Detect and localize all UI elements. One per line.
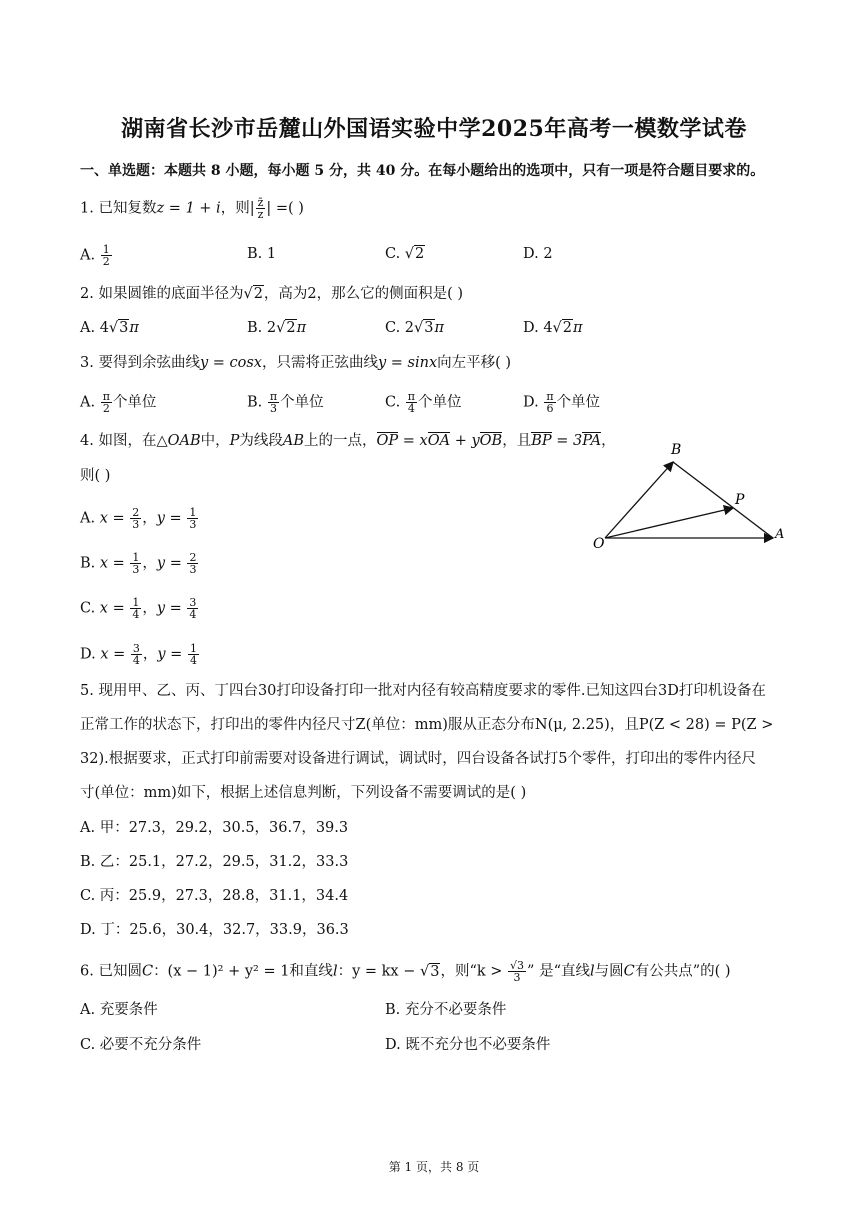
question-2-option-b[interactable]: B. 2√2π: [247, 320, 307, 336]
question-1-stem: 1. 已知复数z = 1 + i，则| $\frac{z̄}{z}$ | =( ): [80, 196, 304, 221]
fraction: $\frac{z̄}{z}$: [257, 196, 264, 221]
label-o: O: [593, 536, 605, 552]
vector-op: [605, 508, 733, 538]
page-title: 湖南省长沙市岳麓山外国语实验中学2025年高考一模数学试卷: [121, 116, 747, 142]
question-4-option-d[interactable]: D. x = $\frac{3}{4}$ ，y = $\frac{1}{4}$: [80, 642, 197, 667]
question-1-option-c[interactable]: C. √2: [385, 246, 425, 262]
question-4-option-c[interactable]: C. x = $\frac{1}{4}$ ，y = $\frac{3}{4}$: [80, 596, 197, 621]
question-5-option-d[interactable]: D. 丁：25.6，30.4，32.7，33.9，36.3: [80, 922, 349, 938]
question-3-option-d[interactable]: D. $\frac{\pi}{6}$ 个单位: [523, 390, 601, 415]
page-footer: 第 1 页，共 8 页: [388, 1160, 480, 1174]
question-3-option-b[interactable]: B. $\frac{\pi}{3}$ 个单位: [247, 390, 324, 415]
question-5-option-b[interactable]: B. 乙：25.1，27.2，29.5，31.2，33.3: [80, 854, 349, 870]
question-3-option-a[interactable]: A. $\frac{\pi}{2}$ 个单位: [80, 390, 157, 415]
question-6-option-a[interactable]: A. 充要条件: [80, 1002, 158, 1018]
question-2-option-d[interactable]: D. 4√2π: [523, 320, 583, 336]
question-1-option-d[interactable]: D. 2: [523, 246, 553, 262]
label-a: A: [775, 527, 785, 542]
segment-ba: [673, 462, 773, 538]
question-6-option-b[interactable]: B. 充分不必要条件: [385, 1002, 507, 1018]
question-5-line-1: 5. 现用甲、乙、丙、丁四台30打印设备打印一批对内径有较高精度要求的零件.已知这四台3D打印机设备在: [80, 683, 766, 699]
question-2-option-a[interactable]: A. 4√3π: [80, 320, 139, 336]
question-4-option-a[interactable]: A. x = $\frac{2}{3}$ ，y = $\frac{1}{3}$: [80, 506, 197, 531]
question-1-option-a[interactable]: A. $\frac{1}{2}$: [80, 243, 110, 268]
question-3-option-c[interactable]: C. $\frac{\pi}{4}$ 个单位: [385, 390, 462, 415]
question-6-stem: 6. 已知圆C：(x − 1)² + y² = 1和直线l：y = kx − √3，则“k > $\frac{√3}{3}$ ” 是“直线l与圆C有公共点”的( ): [80, 959, 731, 984]
question-5-option-a[interactable]: A. 甲：27.3，29.2，30.5，36.7，39.3: [80, 820, 349, 836]
question-6-option-d[interactable]: D. 既不充分也不必要条件: [385, 1037, 551, 1053]
triangle-figure: [585, 436, 790, 556]
section-heading: 一、单选题：本题共 8 小题，每小题 5 分，共 40 分。在每小题给出的选项中，只有一项是符合题目要求的。: [80, 163, 765, 179]
question-2-stem: 2. 如果圆锥的底面半径为√2，高为2，那么它的侧面积是( ): [80, 286, 464, 302]
question-2-option-c[interactable]: C. 2√3π: [385, 320, 445, 336]
vector-ob: [605, 462, 673, 538]
label-b: B: [671, 442, 682, 458]
question-4-stem-line2: 则( ): [80, 468, 111, 484]
question-5-line-4: 寸(单位：mm)如下，根据上述信息判断，下列设备不需要调试的是( ): [80, 785, 527, 801]
question-6-option-c[interactable]: C. 必要不充分条件: [80, 1037, 202, 1053]
question-4-option-b[interactable]: B. x = $\frac{1}{3}$ ，y = $\frac{2}{3}$: [80, 551, 197, 576]
question-4-stem: 4. 如图，在△OAB中，P为线段AB上的一点，OP = xOA + yOB，且BP = 3PA，: [80, 433, 616, 449]
question-3-stem: 3. 要得到余弦曲线y = cosx，只需将正弦曲线y = sinx向左平移( ): [80, 355, 512, 371]
question-5-line-3: 32).根据要求，正式打印前需要对设备进行调试，调试时，四台设备各试打5个零件，打印出的零件内径尺: [80, 751, 756, 767]
question-5-line-2: 正常工作的状态下，打印出的零件内径尺寸Z(单位：mm)服从正态分布N(μ, 2.25)，且P(Z < 28) = P(Z >: [80, 717, 774, 733]
label-p: P: [735, 492, 745, 508]
question-5-option-c[interactable]: C. 丙：25.9，27.3，28.8，31.1，34.4: [80, 888, 349, 904]
question-1-option-b[interactable]: B. 1: [247, 246, 277, 262]
